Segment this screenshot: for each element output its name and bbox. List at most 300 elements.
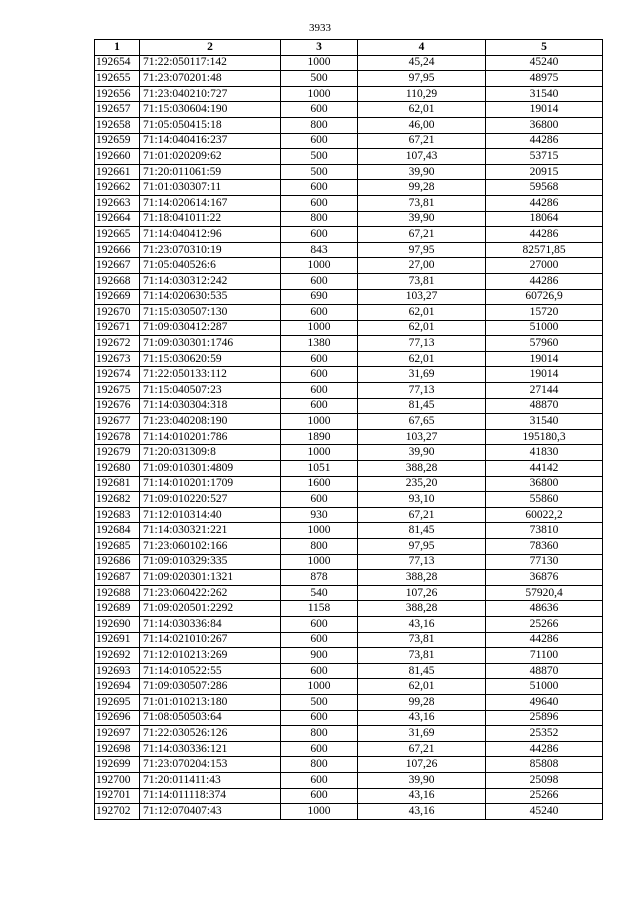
total-value-cell: 36876: [486, 570, 603, 586]
table-row: [95, 788, 603, 804]
record-id-cell: 192701: [95, 788, 140, 804]
total-value-cell: 25896: [486, 710, 603, 726]
record-id-cell: 192699: [95, 757, 140, 773]
table-row: [95, 804, 603, 820]
unit-price-cell: 99,28: [358, 180, 486, 196]
table-body: [95, 55, 603, 819]
total-value-cell: 25266: [486, 788, 603, 804]
cadastral-number-cell: 71:14:030336:121: [140, 741, 281, 757]
record-id-cell: 192692: [95, 648, 140, 664]
cadastral-number-cell: 71:12:070407:43: [140, 804, 281, 820]
area-cell: 600: [281, 772, 358, 788]
total-value-cell: 41830: [486, 445, 603, 461]
table-row: [95, 242, 603, 258]
area-cell: 600: [281, 632, 358, 648]
unit-price-cell: 43,16: [358, 616, 486, 632]
record-id-cell: 192685: [95, 539, 140, 555]
cadastral-number-cell: 71:23:060102:166: [140, 539, 281, 555]
area-cell: 1000: [281, 55, 358, 71]
table-row: [95, 351, 603, 367]
table-row: [95, 398, 603, 414]
unit-price-cell: 39,90: [358, 445, 486, 461]
record-id-cell: 192686: [95, 554, 140, 570]
area-cell: 600: [281, 180, 358, 196]
table-row: [95, 180, 603, 196]
cadastral-number-cell: 71:15:030604:190: [140, 102, 281, 118]
area-cell: 1000: [281, 414, 358, 430]
cadastral-number-cell: 71:14:020614:167: [140, 195, 281, 211]
unit-price-cell: 31,69: [358, 726, 486, 742]
unit-price-cell: 67,21: [358, 227, 486, 243]
area-cell: 600: [281, 398, 358, 414]
record-id-cell: 192681: [95, 476, 140, 492]
cadastral-number-cell: 71:23:070204:153: [140, 757, 281, 773]
cadastral-number-cell: 71:14:030312:242: [140, 273, 281, 289]
cadastral-number-cell: 71:05:040526:6: [140, 258, 281, 274]
area-cell: 600: [281, 710, 358, 726]
cadastral-number-cell: 71:05:050415:18: [140, 117, 281, 133]
cadastral-number-cell: 71:14:011118:374: [140, 788, 281, 804]
cadastral-number-cell: 71:01:020209:62: [140, 149, 281, 165]
total-value-cell: 20915: [486, 164, 603, 180]
area-cell: 800: [281, 539, 358, 555]
cadastral-number-cell: 71:09:020501:2292: [140, 601, 281, 617]
area-cell: 1000: [281, 554, 358, 570]
unit-price-cell: 103,27: [358, 289, 486, 305]
record-id-cell: 192666: [95, 242, 140, 258]
record-id-cell: 192668: [95, 273, 140, 289]
table-row: [95, 601, 603, 617]
unit-price-cell: 81,45: [358, 398, 486, 414]
unit-price-cell: 62,01: [358, 305, 486, 321]
unit-price-cell: 73,81: [358, 273, 486, 289]
table-row: [95, 710, 603, 726]
cadastral-number-cell: 71:09:010220:527: [140, 492, 281, 508]
total-value-cell: 19014: [486, 351, 603, 367]
total-value-cell: 71100: [486, 648, 603, 664]
table-row: [95, 149, 603, 165]
total-value-cell: 25098: [486, 772, 603, 788]
cadastral-number-cell: 71:09:030412:287: [140, 320, 281, 336]
area-cell: 600: [281, 195, 358, 211]
record-id-cell: 192697: [95, 726, 140, 742]
unit-price-cell: 43,16: [358, 710, 486, 726]
unit-price-cell: 43,16: [358, 804, 486, 820]
record-id-cell: 192658: [95, 117, 140, 133]
column-header-4: 4: [358, 40, 486, 56]
total-value-cell: 60022,2: [486, 507, 603, 523]
unit-price-cell: 77,13: [358, 336, 486, 352]
area-cell: 600: [281, 367, 358, 383]
table-row: [95, 539, 603, 555]
record-id-cell: 192671: [95, 320, 140, 336]
record-id-cell: 192678: [95, 429, 140, 445]
area-cell: 600: [281, 663, 358, 679]
total-value-cell: 49640: [486, 694, 603, 710]
cadastral-number-cell: 71:20:011411:43: [140, 772, 281, 788]
unit-price-cell: 77,13: [358, 554, 486, 570]
unit-price-cell: 39,90: [358, 164, 486, 180]
cadastral-number-cell: 71:01:010213:180: [140, 694, 281, 710]
total-value-cell: 44142: [486, 461, 603, 477]
table-row: [95, 367, 603, 383]
record-id-cell: 192693: [95, 663, 140, 679]
total-value-cell: 51000: [486, 320, 603, 336]
total-value-cell: 51000: [486, 679, 603, 695]
area-cell: 600: [281, 492, 358, 508]
table-row: [95, 461, 603, 477]
unit-price-cell: 39,90: [358, 772, 486, 788]
table-row: [95, 86, 603, 102]
cadastral-number-cell: 71:14:021010:267: [140, 632, 281, 648]
total-value-cell: 44286: [486, 632, 603, 648]
cadastral-number-cell: 71:09:030301:1746: [140, 336, 281, 352]
area-cell: 600: [281, 305, 358, 321]
unit-price-cell: 81,45: [358, 663, 486, 679]
unit-price-cell: 31,69: [358, 367, 486, 383]
area-cell: 843: [281, 242, 358, 258]
total-value-cell: 19014: [486, 102, 603, 118]
record-id-cell: 192695: [95, 694, 140, 710]
unit-price-cell: 77,13: [358, 383, 486, 399]
total-value-cell: 36800: [486, 117, 603, 133]
unit-price-cell: 67,65: [358, 414, 486, 430]
unit-price-cell: 73,81: [358, 648, 486, 664]
unit-price-cell: 67,21: [358, 133, 486, 149]
cadastral-number-cell: 71:12:010213:269: [140, 648, 281, 664]
total-value-cell: 45240: [486, 55, 603, 71]
area-cell: 600: [281, 351, 358, 367]
record-id-cell: 192675: [95, 383, 140, 399]
table-row: [95, 507, 603, 523]
unit-price-cell: 67,21: [358, 741, 486, 757]
table-row: [95, 211, 603, 227]
record-id-cell: 192674: [95, 367, 140, 383]
total-value-cell: 73810: [486, 523, 603, 539]
cadastral-number-cell: 71:08:050503:64: [140, 710, 281, 726]
table-row: [95, 632, 603, 648]
area-cell: 900: [281, 648, 358, 664]
unit-price-cell: 73,81: [358, 195, 486, 211]
area-cell: 600: [281, 788, 358, 804]
cadastral-number-cell: 71:18:041011:22: [140, 211, 281, 227]
area-cell: 500: [281, 71, 358, 87]
table-row: [95, 523, 603, 539]
unit-price-cell: 62,01: [358, 102, 486, 118]
record-id-cell: 192700: [95, 772, 140, 788]
record-id-cell: 192657: [95, 102, 140, 118]
record-id-cell: 192672: [95, 336, 140, 352]
table-row: [95, 492, 603, 508]
unit-price-cell: 39,90: [358, 211, 486, 227]
area-cell: 1000: [281, 523, 358, 539]
column-header-3: 3: [281, 40, 358, 56]
total-value-cell: 44286: [486, 273, 603, 289]
total-value-cell: 57920,4: [486, 585, 603, 601]
unit-price-cell: 110,29: [358, 86, 486, 102]
table-row: [95, 289, 603, 305]
cadastral-number-cell: 71:23:070310:19: [140, 242, 281, 258]
area-cell: 600: [281, 227, 358, 243]
unit-price-cell: 67,21: [358, 507, 486, 523]
record-id-cell: 192696: [95, 710, 140, 726]
table-row: [95, 102, 603, 118]
unit-price-cell: 388,28: [358, 601, 486, 617]
total-value-cell: 59568: [486, 180, 603, 196]
cadastral-number-cell: 71:15:040507:23: [140, 383, 281, 399]
unit-price-cell: 388,28: [358, 461, 486, 477]
total-value-cell: 77130: [486, 554, 603, 570]
cadastral-number-cell: 71:22:050117:142: [140, 55, 281, 71]
unit-price-cell: 62,01: [358, 320, 486, 336]
total-value-cell: 48870: [486, 398, 603, 414]
area-cell: 800: [281, 117, 358, 133]
cadastral-number-cell: 71:14:040416:237: [140, 133, 281, 149]
table-row: [95, 258, 603, 274]
area-cell: 800: [281, 757, 358, 773]
record-id-cell: 192702: [95, 804, 140, 820]
record-id-cell: 192690: [95, 616, 140, 632]
table-row: [95, 757, 603, 773]
unit-price-cell: 46,00: [358, 117, 486, 133]
total-value-cell: 53715: [486, 149, 603, 165]
table-row: [95, 679, 603, 695]
total-value-cell: 55860: [486, 492, 603, 508]
total-value-cell: 85808: [486, 757, 603, 773]
total-value-cell: 82571,85: [486, 242, 603, 258]
area-cell: 600: [281, 616, 358, 632]
unit-price-cell: 81,45: [358, 523, 486, 539]
table-row: [95, 554, 603, 570]
table-row: [95, 273, 603, 289]
total-value-cell: 27144: [486, 383, 603, 399]
area-cell: 1000: [281, 258, 358, 274]
area-cell: 1890: [281, 429, 358, 445]
record-id-cell: 192659: [95, 133, 140, 149]
total-value-cell: 78360: [486, 539, 603, 555]
area-cell: 600: [281, 133, 358, 149]
total-value-cell: 60726,9: [486, 289, 603, 305]
table-row: [95, 336, 603, 352]
unit-price-cell: 97,95: [358, 539, 486, 555]
cadastral-number-cell: 71:14:010522:55: [140, 663, 281, 679]
area-cell: 1600: [281, 476, 358, 492]
record-id-cell: 192664: [95, 211, 140, 227]
cadastral-number-cell: 71:15:030620:59: [140, 351, 281, 367]
table-row: [95, 227, 603, 243]
record-id-cell: 192656: [95, 86, 140, 102]
table-row: [95, 772, 603, 788]
page-number: 3933: [309, 22, 331, 34]
area-cell: 690: [281, 289, 358, 305]
table-row: [95, 570, 603, 586]
record-id-cell: 192698: [95, 741, 140, 757]
area-cell: 878: [281, 570, 358, 586]
cadastral-number-cell: 71:14:030336:84: [140, 616, 281, 632]
record-id-cell: 192689: [95, 601, 140, 617]
unit-price-cell: 62,01: [358, 351, 486, 367]
area-cell: 930: [281, 507, 358, 523]
area-cell: 1000: [281, 445, 358, 461]
cadastral-number-cell: 71:23:070201:48: [140, 71, 281, 87]
record-id-cell: 192684: [95, 523, 140, 539]
total-value-cell: 44286: [486, 227, 603, 243]
record-id-cell: 192688: [95, 585, 140, 601]
unit-price-cell: 97,95: [358, 242, 486, 258]
total-value-cell: 19014: [486, 367, 603, 383]
area-cell: 1000: [281, 679, 358, 695]
area-cell: 800: [281, 726, 358, 742]
area-cell: 500: [281, 164, 358, 180]
cadastral-number-cell: 71:23:040210:727: [140, 86, 281, 102]
unit-price-cell: 103,27: [358, 429, 486, 445]
area-cell: 1000: [281, 320, 358, 336]
table-row: [95, 383, 603, 399]
cadastral-number-cell: 71:20:011061:59: [140, 164, 281, 180]
record-id-cell: 192687: [95, 570, 140, 586]
total-value-cell: 48870: [486, 663, 603, 679]
record-id-cell: 192682: [95, 492, 140, 508]
record-id-cell: 192673: [95, 351, 140, 367]
total-value-cell: 15720: [486, 305, 603, 321]
cadastral-number-cell: 71:23:040208:190: [140, 414, 281, 430]
total-value-cell: 57960: [486, 336, 603, 352]
total-value-cell: 31540: [486, 414, 603, 430]
cadastral-number-cell: 71:14:030321:221: [140, 523, 281, 539]
cadastral-number-cell: 71:01:030307:11: [140, 180, 281, 196]
record-id-cell: 192670: [95, 305, 140, 321]
table-row: [95, 741, 603, 757]
unit-price-cell: 73,81: [358, 632, 486, 648]
total-value-cell: 48975: [486, 71, 603, 87]
unit-price-cell: 62,01: [358, 679, 486, 695]
record-id-cell: 192662: [95, 180, 140, 196]
cadastral-number-cell: 71:09:020301:1321: [140, 570, 281, 586]
table-row: [95, 133, 603, 149]
area-cell: 1000: [281, 86, 358, 102]
area-cell: 500: [281, 694, 358, 710]
total-value-cell: 44286: [486, 195, 603, 211]
table-row: [95, 305, 603, 321]
area-cell: 1051: [281, 461, 358, 477]
area-cell: 600: [281, 383, 358, 399]
total-value-cell: 45240: [486, 804, 603, 820]
table-row: [95, 726, 603, 742]
table-row: [95, 117, 603, 133]
cadastral-number-cell: 71:14:030304:318: [140, 398, 281, 414]
record-id-cell: 192654: [95, 55, 140, 71]
area-cell: 1158: [281, 601, 358, 617]
unit-price-cell: 107,43: [358, 149, 486, 165]
column-header-2: 2: [140, 40, 281, 56]
table-row: [95, 429, 603, 445]
unit-price-cell: 107,26: [358, 757, 486, 773]
table-row: [95, 320, 603, 336]
unit-price-cell: 27,00: [358, 258, 486, 274]
area-cell: 1380: [281, 336, 358, 352]
cadastral-number-cell: 71:14:010201:1709: [140, 476, 281, 492]
cadastral-number-cell: 71:09:010329:335: [140, 554, 281, 570]
table-row: [95, 414, 603, 430]
total-value-cell: 44286: [486, 741, 603, 757]
total-value-cell: 31540: [486, 86, 603, 102]
record-id-cell: 192665: [95, 227, 140, 243]
table-row: [95, 445, 603, 461]
cadastral-number-cell: 71:15:030507:130: [140, 305, 281, 321]
total-value-cell: 195180,3: [486, 429, 603, 445]
record-id-cell: 192691: [95, 632, 140, 648]
total-value-cell: 36800: [486, 476, 603, 492]
record-id-cell: 192669: [95, 289, 140, 305]
column-header-1: 1: [95, 40, 140, 56]
record-id-cell: 192679: [95, 445, 140, 461]
area-cell: 540: [281, 585, 358, 601]
total-value-cell: 27000: [486, 258, 603, 274]
cadastral-number-cell: 71:22:050133:112: [140, 367, 281, 383]
area-cell: 600: [281, 273, 358, 289]
table-row: [95, 164, 603, 180]
record-id-cell: 192676: [95, 398, 140, 414]
total-value-cell: 44286: [486, 133, 603, 149]
cadastral-number-cell: 71:09:010301:4809: [140, 461, 281, 477]
table-row: [95, 648, 603, 664]
cadastral-number-cell: 71:14:010201:786: [140, 429, 281, 445]
table-row: [95, 663, 603, 679]
table-row: [95, 476, 603, 492]
cadastral-number-cell: 71:09:030507:286: [140, 679, 281, 695]
area-cell: 800: [281, 211, 358, 227]
cadastral-number-cell: 71:14:020630:535: [140, 289, 281, 305]
unit-price-cell: 43,16: [358, 788, 486, 804]
unit-price-cell: 99,28: [358, 694, 486, 710]
area-cell: 1000: [281, 804, 358, 820]
unit-price-cell: 97,95: [358, 71, 486, 87]
area-cell: 600: [281, 741, 358, 757]
cadastral-number-cell: 71:14:040412:96: [140, 227, 281, 243]
data-table: [94, 39, 603, 820]
record-id-cell: 192667: [95, 258, 140, 274]
unit-price-cell: 93,10: [358, 492, 486, 508]
area-cell: 600: [281, 102, 358, 118]
cadastral-number-cell: 71:23:060422:262: [140, 585, 281, 601]
record-id-cell: 192694: [95, 679, 140, 695]
total-value-cell: 48636: [486, 601, 603, 617]
table-row: [95, 195, 603, 211]
record-id-cell: 192663: [95, 195, 140, 211]
cadastral-number-cell: 71:22:030526:126: [140, 726, 281, 742]
record-id-cell: 192683: [95, 507, 140, 523]
table-row: [95, 71, 603, 87]
record-id-cell: 192660: [95, 149, 140, 165]
cadastral-number-cell: 71:12:010314:40: [140, 507, 281, 523]
table-header-row: [95, 40, 603, 56]
unit-price-cell: 388,28: [358, 570, 486, 586]
unit-price-cell: 107,26: [358, 585, 486, 601]
total-value-cell: 25352: [486, 726, 603, 742]
record-id-cell: 192680: [95, 461, 140, 477]
record-id-cell: 192655: [95, 71, 140, 87]
unit-price-cell: 235,20: [358, 476, 486, 492]
column-header-5: 5: [486, 40, 603, 56]
table-row: [95, 694, 603, 710]
record-id-cell: 192677: [95, 414, 140, 430]
cadastral-number-cell: 71:20:031309:8: [140, 445, 281, 461]
total-value-cell: 25266: [486, 616, 603, 632]
table-row: [95, 55, 603, 71]
table-row: [95, 616, 603, 632]
area-cell: 500: [281, 149, 358, 165]
record-id-cell: 192661: [95, 164, 140, 180]
